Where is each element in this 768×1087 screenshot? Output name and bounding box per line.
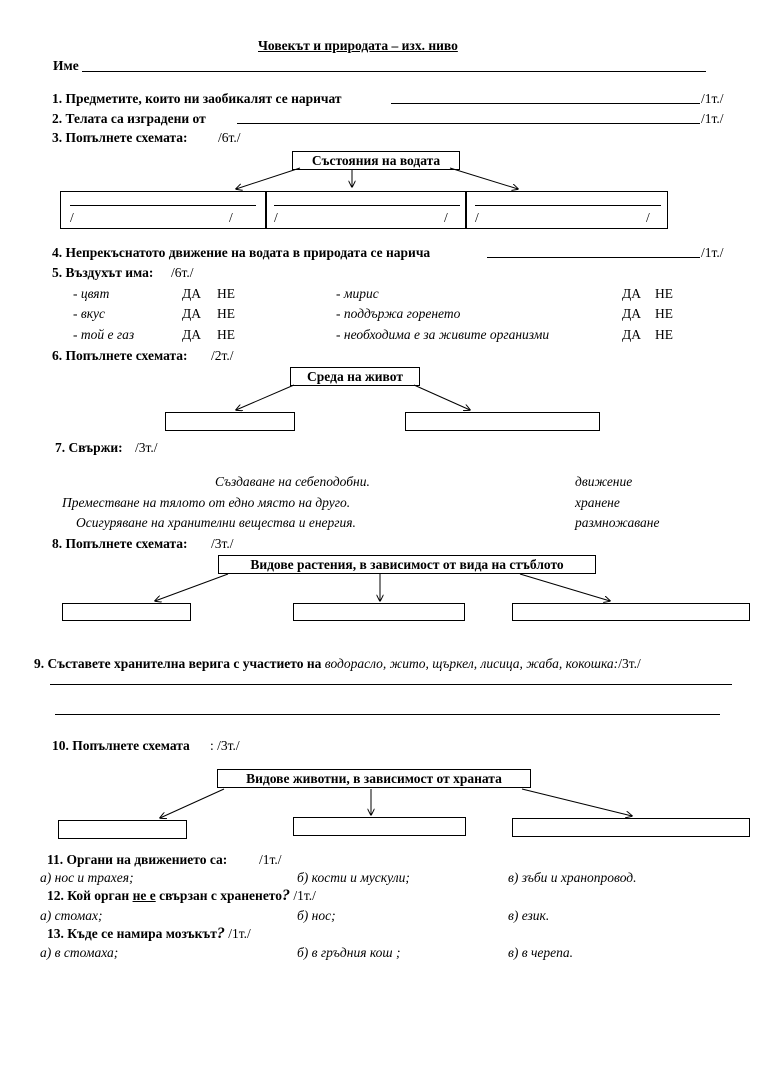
q10-points: : /3т./ (210, 738, 240, 753)
q11-points: /1т./ (259, 852, 282, 867)
q5-no[interactable]: НЕ (217, 286, 235, 301)
q5-item: - той е газ (73, 327, 135, 342)
q11-option-b[interactable]: б) кости и мускули; (297, 870, 410, 885)
q3-slash: / (646, 210, 650, 225)
q12-question-mark: ? (282, 887, 291, 904)
q5-text: 5. Въздухът има: (52, 265, 154, 280)
q2-points: /1т./ (701, 111, 724, 126)
q5-item: - мирис (336, 286, 379, 301)
page-title: Човекът и природата – изх. ниво (258, 38, 458, 53)
q3-arrow-left (236, 168, 300, 189)
q12-text-post: свързан с храненето (159, 888, 283, 903)
q7-left-item: Създаване на себеподобни. (215, 474, 370, 489)
q13-text: 13. Къде се намира мозъкът (47, 926, 217, 941)
q5-item: - поддържа горенето (336, 306, 461, 321)
name-label: Име (53, 58, 79, 73)
q11-option-a[interactable]: а) нос и трахея; (40, 870, 134, 885)
q10-arrow-right (522, 789, 632, 816)
q6-center-box: Среда на живот (290, 367, 420, 386)
q5-yes[interactable]: ДА (622, 306, 641, 321)
q6-arrow-left (236, 385, 294, 410)
q4-points: /1т./ (701, 245, 724, 260)
q11-option-c[interactable]: в) зъби и хранопровод. (508, 870, 637, 885)
q3-slash: / (475, 210, 479, 225)
q5-yes[interactable]: ДА (622, 286, 641, 301)
q5-points: /6т./ (171, 265, 194, 280)
q12-option-a[interactable]: а) стомах; (40, 908, 103, 923)
q4-text: 4. Непрекъснатото движение на водата в природата се нарича (52, 245, 431, 260)
q3-slash: / (444, 210, 448, 225)
q1-points: /1т./ (701, 91, 724, 106)
q5-yes[interactable]: ДА (622, 327, 641, 342)
q13-points: /1т./ (228, 926, 251, 941)
q12-text-pre: 12. Кой орган (47, 888, 130, 903)
q5-yes[interactable]: ДА (182, 286, 201, 301)
q7-right-item: движение (575, 474, 633, 489)
q10-center-box: Видове животни, в зависимост от храната (217, 769, 531, 788)
q10-arrow-left (160, 789, 224, 818)
q8-points: /3т./ (211, 536, 234, 551)
q12-negation: не е (132, 888, 156, 903)
q3-center-box: Състояния на водата (292, 151, 460, 170)
q3-slash: / (274, 210, 278, 225)
q3-arrow-right (450, 168, 518, 189)
q1-text: 1. Предметите, които ни заобикалят се наричат (52, 91, 342, 106)
q5-yes[interactable]: ДА (182, 327, 201, 342)
q12-option-b[interactable]: б) нос; (297, 908, 336, 923)
q5-yes[interactable]: ДА (182, 306, 201, 321)
q9-points: /3т./ (618, 656, 641, 671)
q5-no[interactable]: НЕ (655, 327, 673, 342)
q2-text: 2. Телата са изградени от (52, 111, 206, 126)
q8-center-box: Видове растения, в зависимост от вида на стъблото (218, 555, 596, 574)
q5-item: - цвят (73, 286, 110, 301)
q5-no[interactable]: НЕ (655, 306, 673, 321)
q8-arrow-right (520, 574, 610, 601)
q6-points: /2т./ (211, 348, 234, 363)
q11-text: 11. Органи на движението са: (47, 852, 228, 867)
q6-text: 6. Попълнете схемата: (52, 348, 188, 363)
q7-points: /3т./ (135, 440, 158, 455)
q9-items: водорасло, жито, щъркел, лисица, жаба, кокошка: (324, 656, 619, 671)
q5-item: - вкус (73, 306, 106, 321)
q3-points: /6т./ (218, 130, 241, 145)
q3-slash: / (229, 210, 233, 225)
q13-option-c[interactable]: в) в черепа. (508, 945, 574, 960)
q12-points: /1т./ (293, 888, 316, 903)
q7-right-item: хранене (575, 495, 620, 510)
q10-text: 10. Попълнете схемата (52, 738, 190, 753)
q5-no[interactable]: НЕ (217, 327, 235, 342)
q7-left-item: Преместване на тялото от едно място на друго. (62, 495, 351, 510)
q13-option-b[interactable]: б) в гръдния кош ; (297, 945, 401, 960)
q9-text: 9. Съставете хранителна верига с участието на (34, 656, 322, 671)
q12-option-c[interactable]: в) език. (508, 908, 550, 923)
q5-no[interactable]: НЕ (217, 306, 235, 321)
q8-text: 8. Попълнете схемата: (52, 536, 188, 551)
q13-option-a[interactable]: а) в стомаха; (40, 945, 119, 960)
q3-text: 3. Попълнете схемата: (52, 130, 188, 145)
q7-text: 7. Свържи: (55, 440, 123, 455)
q13-question-mark: ? (216, 925, 225, 942)
q3-slash: / (70, 210, 74, 225)
q7-left-item: Осигуряване на хранителни вещества и енергия. (76, 515, 356, 530)
q6-arrow-right (414, 385, 470, 410)
q5-item: - необходима е за живите организми (336, 327, 550, 342)
q5-no[interactable]: НЕ (655, 286, 673, 301)
q7-right-item: размножаване (575, 515, 660, 530)
q8-arrow-left (155, 574, 228, 601)
